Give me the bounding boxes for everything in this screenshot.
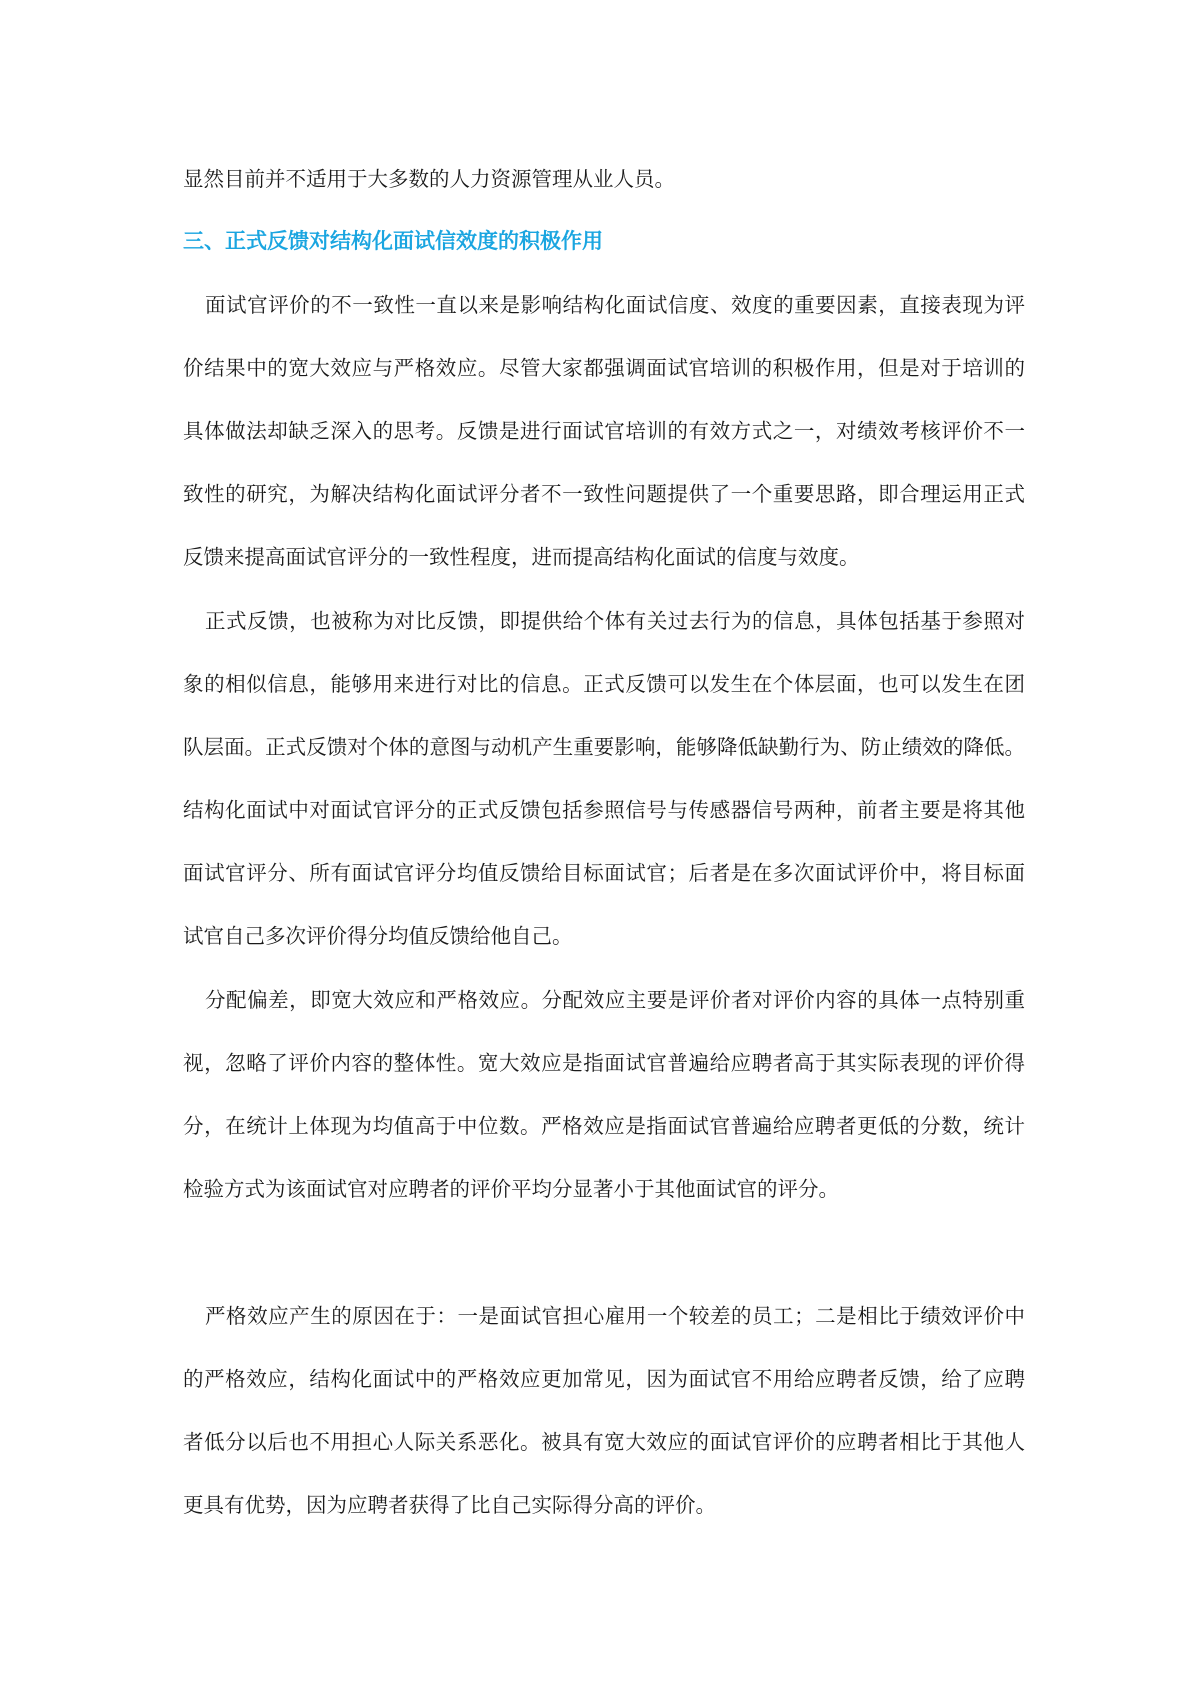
section-heading: 三、正式反馈对结构化面试信效度的积极作用 xyxy=(183,229,603,253)
paragraph-line: 试官自己多次评价得分均值反馈给他自己。 xyxy=(183,924,573,948)
paragraph-line: 结构化面试中对面试官评分的正式反馈包括参照信号与传感器信号两种，前者主要是将其他 xyxy=(183,798,1025,822)
paragraph-line: 分配偏差，即宽大效应和严格效应。分配效应主要是评价者对评价内容的具体一点特别重 xyxy=(205,988,1025,1012)
paragraph-line: 面试官评价的不一致性一直以来是影响结构化面试信度、效度的重要因素，直接表现为评 xyxy=(205,293,1025,317)
paragraph-line: 严格效应产生的原因在于：一是面试官担心雇用一个较差的员工；二是相比于绩效评价中 xyxy=(205,1304,1025,1328)
paragraph-line: 象的相似信息，能够用来进行对比的信息。正式反馈可以发生在个体层面，也可以发生在团 xyxy=(183,672,1025,696)
paragraph-line: 正式反馈，也被称为对比反馈，即提供给个体有关过去行为的信息，具体包括基于参照对 xyxy=(205,609,1025,633)
paragraph-line: 更具有优势，因为应聘者获得了比自己实际得分高的评价。 xyxy=(183,1493,716,1517)
paragraph-line: 反馈来提高面试官评分的一致性程度，进而提高结构化面试的信度与效度。 xyxy=(183,545,860,569)
paragraph-line: 具体做法却缺乏深入的思考。反馈是进行面试官培训的有效方式之一，对绩效考核评价不一 xyxy=(183,419,1025,443)
paragraph-line: 价结果中的宽大效应与严格效应。尽管大家都强调面试官培训的积极作用，但是对于培训的 xyxy=(183,356,1025,380)
paragraph-line: 分，在统计上体现为均值高于中位数。严格效应是指面试官普遍给应聘者更低的分数，统计 xyxy=(183,1114,1025,1138)
paragraph-line: 致性的研究，为解决结构化面试评分者不一致性问题提供了一个重要思路，即合理运用正式 xyxy=(183,482,1025,506)
paragraph-line: 视，忽略了评价内容的整体性。宽大效应是指面试官普遍给应聘者高于其实际表现的评价得 xyxy=(183,1051,1025,1075)
paragraph-line: 者低分以后也不用担心人际关系恶化。被具有宽大效应的面试官评价的应聘者相比于其他人 xyxy=(183,1430,1025,1454)
paragraph-line: 的严格效应，结构化面试中的严格效应更加常见，因为面试官不用给应聘者反馈，给了应聘 xyxy=(183,1367,1025,1391)
paragraph-line: 显然目前并不适用于大多数的人力资源管理从业人员。 xyxy=(183,167,675,191)
paragraph-line: 检验方式为该面试官对应聘者的评价平均分显著小于其他面试官的评分。 xyxy=(183,1177,839,1201)
paragraph-line: 队层面。正式反馈对个体的意图与动机产生重要影响，能够降低缺勤行为、防止绩效的降低。 xyxy=(183,735,1025,759)
paragraph-line: 面试官评分、所有面试官评分均值反馈给目标面试官；后者是在多次面试评价中，将目标面 xyxy=(183,861,1025,885)
